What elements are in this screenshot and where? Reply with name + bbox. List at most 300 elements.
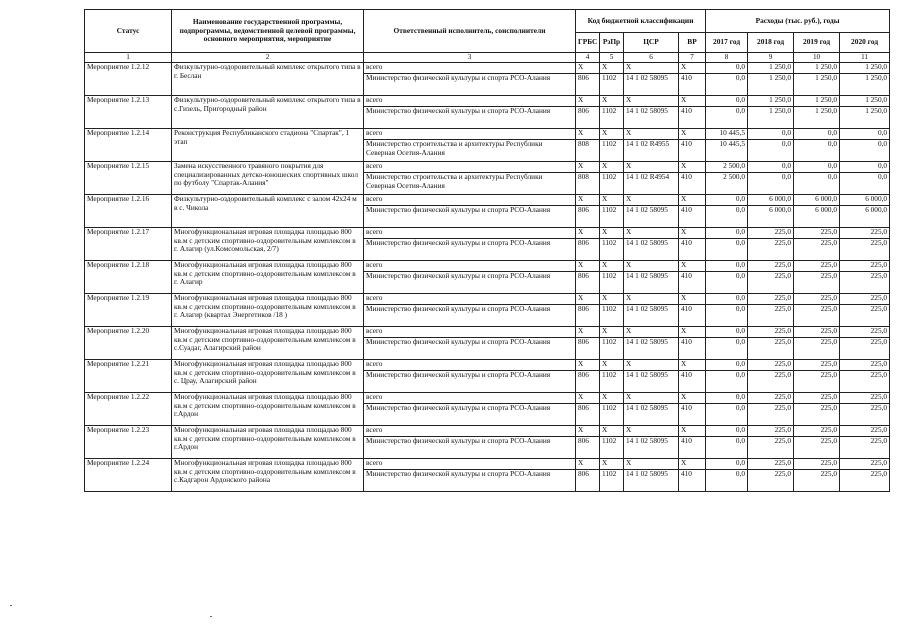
row-csr: 14 1 02 58095 xyxy=(624,371,679,393)
row-executor: Министерство строительства и архитектуры Республики Северная Осетия-Алания xyxy=(364,173,576,195)
row-csr: X xyxy=(624,294,679,305)
row-y2018: 225,0 xyxy=(748,228,794,239)
row-y2020: 1 250,0 xyxy=(840,63,890,74)
row-status: Мероприятие 1.2.17 xyxy=(85,228,172,261)
row-vr: 410 xyxy=(679,239,706,261)
row-y2018: 225,0 xyxy=(748,426,794,437)
row-executor: всего xyxy=(364,327,576,338)
row-vr: X xyxy=(679,294,706,305)
row-rzpr: 1102 xyxy=(600,173,624,195)
row-executor: Министерство физической культуры и спорта РСО-Алания xyxy=(364,206,576,228)
row-y2020: 225,0 xyxy=(840,272,890,294)
row-rzpr: 1102 xyxy=(600,371,624,393)
row-y2017: 0,0 xyxy=(706,426,748,437)
row-y2020: 0,0 xyxy=(840,140,890,162)
row-y2018: 225,0 xyxy=(748,360,794,371)
row-csr: X xyxy=(624,459,679,470)
row-rzpr: X xyxy=(600,327,624,338)
row-rzpr: 1102 xyxy=(600,272,624,294)
column-number: 8 xyxy=(706,53,748,63)
row-csr: X xyxy=(624,327,679,338)
row-vr: 410 xyxy=(679,107,706,129)
row-y2018: 1 250,0 xyxy=(748,63,794,74)
row-y2017: 0,0 xyxy=(706,393,748,404)
row-y2017: 0,0 xyxy=(706,107,748,129)
row-y2019: 1 250,0 xyxy=(794,96,840,107)
row-grbs: 806 xyxy=(576,470,600,492)
row-y2020: 225,0 xyxy=(840,371,890,393)
row-vr: 410 xyxy=(679,338,706,360)
row-program-name: Многофункциональная игровая площадка площадью 800 кв.м с детским спортивно-оздоровительным комплексом в с. Црау, Алагирский район xyxy=(172,360,364,393)
row-csr: X xyxy=(624,195,679,206)
row-y2018: 225,0 xyxy=(748,459,794,470)
row-vr: 410 xyxy=(679,470,706,492)
row-status: Мероприятие 1.2.16 xyxy=(85,195,172,228)
row-executor: Министерство физической культуры и спорта РСО-Алания xyxy=(364,74,576,96)
row-y2018: 6 000,0 xyxy=(748,195,794,206)
row-program-name: Многофункциональная игровая площадка площадью 800 кв.м с детским спортивно-оздоровительным комплексом в г. Алагир (квартал Энергетиков /18 ) xyxy=(172,294,364,327)
row-grbs: X xyxy=(576,426,600,437)
row-rzpr: 1102 xyxy=(600,140,624,162)
row-rzpr: 1102 xyxy=(600,404,624,426)
row-executor: Министерство физической культуры и спорта РСО-Алания xyxy=(364,437,576,459)
row-status: Мероприятие 1.2.18 xyxy=(85,261,172,294)
row-status: Мероприятие 1.2.22 xyxy=(85,393,172,426)
row-y2020: 225,0 xyxy=(840,261,890,272)
row-vr: X xyxy=(679,327,706,338)
row-y2017: 0,0 xyxy=(706,360,748,371)
row-y2017: 0,0 xyxy=(706,272,748,294)
row-csr: 14 1 02 R4955 xyxy=(624,140,679,162)
row-y2020: 225,0 xyxy=(840,228,890,239)
budget-table xyxy=(84,9,890,492)
row-csr: X xyxy=(624,228,679,239)
row-y2017: 0,0 xyxy=(706,228,748,239)
table-row xyxy=(85,294,890,305)
row-y2019: 1 250,0 xyxy=(794,74,840,96)
row-vr: X xyxy=(679,195,706,206)
row-y2017: 0,0 xyxy=(706,239,748,261)
row-y2020: 1 250,0 xyxy=(840,74,890,96)
row-csr: 14 1 02 58095 xyxy=(624,239,679,261)
row-grbs: X xyxy=(576,162,600,173)
row-grbs: X xyxy=(576,228,600,239)
row-status: Мероприятие 1.2.23 xyxy=(85,426,172,459)
row-y2020: 0,0 xyxy=(840,129,890,140)
row-y2019: 225,0 xyxy=(794,228,840,239)
row-executor: Министерство физической культуры и спорта РСО-Алания xyxy=(364,371,576,393)
row-y2018: 1 250,0 xyxy=(748,96,794,107)
column-number: 5 xyxy=(600,53,624,63)
header-2017: 2017 год xyxy=(706,33,748,53)
header-csr: ЦСР xyxy=(624,33,679,53)
row-executor: всего xyxy=(364,426,576,437)
row-vr: X xyxy=(679,63,706,74)
row-y2018: 225,0 xyxy=(748,272,794,294)
row-program-name: Замена искусственного травяного покрытия для специализированных детско-юношеских спортивных школ по футболу "Спартак-Алания" xyxy=(172,162,364,195)
row-rzpr: 1102 xyxy=(600,107,624,129)
row-rzpr: X xyxy=(600,96,624,107)
row-y2019: 225,0 xyxy=(794,360,840,371)
table-row xyxy=(85,327,890,338)
row-y2018: 225,0 xyxy=(748,371,794,393)
row-csr: X xyxy=(624,393,679,404)
row-y2018: 0,0 xyxy=(748,162,794,173)
scan-speck xyxy=(210,616,212,617)
row-vr: X xyxy=(679,360,706,371)
row-y2017: 0,0 xyxy=(706,338,748,360)
row-y2019: 1 250,0 xyxy=(794,63,840,74)
row-y2020: 1 250,0 xyxy=(840,107,890,129)
row-program-name: Физкультурно-оздоровительный комплекс с залом 42х24 м в с. Чикола xyxy=(172,195,364,228)
row-rzpr: X xyxy=(600,129,624,140)
row-csr: X xyxy=(624,162,679,173)
row-y2019: 0,0 xyxy=(794,140,840,162)
row-executor: Министерство физической культуры и спорта РСО-Алания xyxy=(364,338,576,360)
row-y2017: 10 445,5 xyxy=(706,140,748,162)
row-y2019: 225,0 xyxy=(794,338,840,360)
row-csr: X xyxy=(624,129,679,140)
row-program-name: Многофункциональная игровая площадка площадью 800 кв.м с детским спортивно-оздоровительным комплексом в г.Ардон xyxy=(172,426,364,459)
row-y2020: 225,0 xyxy=(840,294,890,305)
row-y2020: 225,0 xyxy=(840,404,890,426)
header-expenses: Расходы (тыс. руб.), годы xyxy=(706,10,890,33)
row-y2017: 2 500,0 xyxy=(706,162,748,173)
row-y2018: 6 000,0 xyxy=(748,206,794,228)
row-rzpr: X xyxy=(600,63,624,74)
row-y2018: 225,0 xyxy=(748,305,794,327)
row-y2019: 225,0 xyxy=(794,404,840,426)
row-status: Мероприятие 1.2.21 xyxy=(85,360,172,393)
column-number: 3 xyxy=(364,53,576,63)
row-rzpr: X xyxy=(600,162,624,173)
row-executor: всего xyxy=(364,261,576,272)
row-grbs: 806 xyxy=(576,74,600,96)
column-number: 1 xyxy=(85,53,172,63)
row-csr: 14 1 02 58095 xyxy=(624,404,679,426)
row-y2020: 6 000,0 xyxy=(840,195,890,206)
row-rzpr: X xyxy=(600,426,624,437)
row-status: Мероприятие 1.2.14 xyxy=(85,129,172,162)
table-row xyxy=(85,162,890,173)
row-grbs: X xyxy=(576,261,600,272)
row-grbs: 808 xyxy=(576,173,600,195)
row-executor: Министерство строительства и архитектуры Республики Северная Осетия-Алания xyxy=(364,140,576,162)
row-y2018: 0,0 xyxy=(748,173,794,195)
row-executor: всего xyxy=(364,459,576,470)
row-y2017: 0,0 xyxy=(706,327,748,338)
row-grbs: X xyxy=(576,129,600,140)
column-number: 7 xyxy=(679,53,706,63)
row-grbs: 806 xyxy=(576,338,600,360)
row-vr: 410 xyxy=(679,404,706,426)
row-vr: X xyxy=(679,459,706,470)
row-rzpr: X xyxy=(600,393,624,404)
row-grbs: X xyxy=(576,96,600,107)
column-number: 6 xyxy=(624,53,679,63)
row-y2020: 225,0 xyxy=(840,393,890,404)
row-vr: X xyxy=(679,228,706,239)
row-y2017: 0,0 xyxy=(706,195,748,206)
row-vr: 410 xyxy=(679,173,706,195)
row-y2020: 225,0 xyxy=(840,305,890,327)
row-y2019: 225,0 xyxy=(794,470,840,492)
table-row xyxy=(85,96,890,107)
header-2019: 2019 год xyxy=(794,33,840,53)
header-budget-code: Код бюджетной классификации xyxy=(576,10,706,33)
table-row xyxy=(85,129,890,140)
row-y2019: 225,0 xyxy=(794,294,840,305)
row-executor: всего xyxy=(364,360,576,371)
row-vr: X xyxy=(679,129,706,140)
row-executor: всего xyxy=(364,96,576,107)
header-status: Статус xyxy=(85,10,172,53)
row-y2017: 10 445,5 xyxy=(706,129,748,140)
row-y2019: 225,0 xyxy=(794,371,840,393)
table-row xyxy=(85,63,890,74)
column-number: 11 xyxy=(840,53,890,63)
row-csr: X xyxy=(624,96,679,107)
row-csr: X xyxy=(624,261,679,272)
row-program-name: Физкультурно-оздоровительный комплекс открытого типа в с.Гизель, Пригородный район xyxy=(172,96,364,129)
column-number: 2 xyxy=(172,53,364,63)
row-executor: Министерство физической культуры и спорта РСО-Алания xyxy=(364,305,576,327)
header-grbs: ГРБС xyxy=(576,33,600,53)
row-y2017: 0,0 xyxy=(706,96,748,107)
row-grbs: 806 xyxy=(576,437,600,459)
row-status: Мероприятие 1.2.15 xyxy=(85,162,172,195)
table-row xyxy=(85,360,890,371)
row-executor: всего xyxy=(364,63,576,74)
row-y2018: 225,0 xyxy=(748,404,794,426)
row-csr: 14 1 02 58095 xyxy=(624,305,679,327)
row-rzpr: X xyxy=(600,261,624,272)
scan-speck xyxy=(10,605,12,606)
row-rzpr: 1102 xyxy=(600,239,624,261)
row-grbs: X xyxy=(576,195,600,206)
row-csr: X xyxy=(624,360,679,371)
row-executor: Министерство физической культуры и спорта РСО-Алания xyxy=(364,404,576,426)
row-y2019: 225,0 xyxy=(794,305,840,327)
row-y2018: 0,0 xyxy=(748,129,794,140)
row-status: Мероприятие 1.2.24 xyxy=(85,459,172,492)
row-grbs: X xyxy=(576,63,600,74)
row-grbs: 808 xyxy=(576,140,600,162)
row-vr: 410 xyxy=(679,437,706,459)
row-csr: 14 1 02 58095 xyxy=(624,437,679,459)
row-y2020: 6 000,0 xyxy=(840,206,890,228)
row-vr: 410 xyxy=(679,305,706,327)
row-y2017: 0,0 xyxy=(706,459,748,470)
row-y2017: 0,0 xyxy=(706,261,748,272)
row-executor: всего xyxy=(364,393,576,404)
row-y2019: 225,0 xyxy=(794,437,840,459)
row-executor: Министерство физической культуры и спорта РСО-Алания xyxy=(364,272,576,294)
row-program-name: Многофункциональная игровая площадка площадью 800 кв.м с детским спортивно-оздоровительным комплексом в г. Алагир (ул.Комсомольская, 2/7) xyxy=(172,228,364,261)
table-row xyxy=(85,426,890,437)
row-status: Мероприятие 1.2.19 xyxy=(85,294,172,327)
row-executor: всего xyxy=(364,228,576,239)
row-vr: 410 xyxy=(679,140,706,162)
table-row xyxy=(85,261,890,272)
row-y2020: 225,0 xyxy=(840,459,890,470)
row-rzpr: 1102 xyxy=(600,305,624,327)
row-rzpr: 1102 xyxy=(600,206,624,228)
row-executor: всего xyxy=(364,294,576,305)
column-number: 10 xyxy=(794,53,840,63)
row-y2019: 225,0 xyxy=(794,459,840,470)
row-grbs: 806 xyxy=(576,305,600,327)
row-y2019: 225,0 xyxy=(794,272,840,294)
row-status: Мероприятие 1.2.20 xyxy=(85,327,172,360)
row-y2018: 225,0 xyxy=(748,261,794,272)
row-grbs: 806 xyxy=(576,206,600,228)
row-y2019: 0,0 xyxy=(794,173,840,195)
table-row xyxy=(85,228,890,239)
row-vr: 410 xyxy=(679,272,706,294)
row-grbs: X xyxy=(576,360,600,371)
row-y2017: 2 500,0 xyxy=(706,173,748,195)
row-executor: Министерство физической культуры и спорта РСО-Алания xyxy=(364,107,576,129)
row-grbs: 806 xyxy=(576,272,600,294)
row-csr: 14 1 02 58095 xyxy=(624,272,679,294)
table-row xyxy=(85,195,890,206)
row-program-name: Многофункциональная игровая площадка площадью 800 кв.м с детским спортивно-оздоровительным комплексом в с.Суадаг, Алагирский район xyxy=(172,327,364,360)
row-rzpr: X xyxy=(600,294,624,305)
row-vr: X xyxy=(679,96,706,107)
row-y2017: 0,0 xyxy=(706,294,748,305)
row-executor: всего xyxy=(364,129,576,140)
row-rzpr: X xyxy=(600,459,624,470)
row-y2018: 225,0 xyxy=(748,437,794,459)
row-vr: X xyxy=(679,162,706,173)
row-y2019: 225,0 xyxy=(794,239,840,261)
row-y2019: 225,0 xyxy=(794,261,840,272)
row-y2020: 0,0 xyxy=(840,162,890,173)
table-body xyxy=(85,63,890,492)
row-y2018: 225,0 xyxy=(748,470,794,492)
row-grbs: 806 xyxy=(576,404,600,426)
row-executor: всего xyxy=(364,195,576,206)
row-program-name: Многофункциональная игровая площадка площадью 800 кв.м с детским спортивно-оздоровительным комплексом в г. Алагир xyxy=(172,261,364,294)
row-status: Мероприятие 1.2.13 xyxy=(85,96,172,129)
row-y2017: 0,0 xyxy=(706,404,748,426)
row-y2020: 1 250,0 xyxy=(840,96,890,107)
row-rzpr: 1102 xyxy=(600,437,624,459)
row-executor: Министерство физической культуры и спорта РСО-Алания xyxy=(364,470,576,492)
row-y2018: 1 250,0 xyxy=(748,107,794,129)
header-vr: ВР xyxy=(679,33,706,53)
row-status: Мероприятие 1.2.12 xyxy=(85,63,172,96)
row-csr: X xyxy=(624,426,679,437)
row-y2020: 225,0 xyxy=(840,338,890,360)
row-y2018: 225,0 xyxy=(748,294,794,305)
row-y2019: 225,0 xyxy=(794,393,840,404)
header-2020: 2020 год xyxy=(840,33,890,53)
row-vr: X xyxy=(679,426,706,437)
row-vr: X xyxy=(679,261,706,272)
row-program-name: Многофункциональная игровая площадка площадью 800 кв.м с детским спортивно-оздоровительным комплексом в г.Ардон xyxy=(172,393,364,426)
row-y2018: 225,0 xyxy=(748,327,794,338)
row-y2017: 0,0 xyxy=(706,305,748,327)
header-rzpr: РзПр xyxy=(600,33,624,53)
row-y2017: 0,0 xyxy=(706,206,748,228)
row-rzpr: X xyxy=(600,360,624,371)
row-y2020: 225,0 xyxy=(840,470,890,492)
row-csr: 14 1 02 58095 xyxy=(624,338,679,360)
row-y2019: 6 000,0 xyxy=(794,206,840,228)
row-y2019: 225,0 xyxy=(794,327,840,338)
row-vr: 410 xyxy=(679,206,706,228)
row-y2019: 1 250,0 xyxy=(794,107,840,129)
row-y2018: 225,0 xyxy=(748,239,794,261)
row-vr: X xyxy=(679,393,706,404)
row-executor: Министерство физической культуры и спорта РСО-Алания xyxy=(364,239,576,261)
row-y2017: 0,0 xyxy=(706,74,748,96)
header-program-name: Наименование государственной программы, подпрограммы, ведомственной целевой программы, основного мероприятия, мероприятие xyxy=(172,10,364,53)
row-csr: 14 1 02 58095 xyxy=(624,74,679,96)
row-y2020: 0,0 xyxy=(840,173,890,195)
column-number-row xyxy=(85,53,890,63)
row-rzpr: 1102 xyxy=(600,470,624,492)
row-csr: 14 1 02 58095 xyxy=(624,206,679,228)
row-executor: всего xyxy=(364,162,576,173)
row-grbs: 806 xyxy=(576,239,600,261)
row-y2019: 0,0 xyxy=(794,129,840,140)
row-program-name: Физкультурно-оздоровительный комплекс открытого типа в г. Беслан xyxy=(172,63,364,96)
row-y2019: 225,0 xyxy=(794,426,840,437)
row-y2017: 0,0 xyxy=(706,470,748,492)
row-y2020: 225,0 xyxy=(840,426,890,437)
row-rzpr: X xyxy=(600,195,624,206)
row-grbs: X xyxy=(576,393,600,404)
row-csr: 14 1 02 R4954 xyxy=(624,173,679,195)
row-csr: 14 1 02 58095 xyxy=(624,470,679,492)
row-program-name: Многофункциональная игровая площадка площадью 800 кв.м с детским спортивно-оздоровительным комплексом в с.Кадгарон Ардонского района xyxy=(172,459,364,492)
row-vr: 410 xyxy=(679,74,706,96)
row-grbs: 806 xyxy=(576,107,600,129)
row-grbs: X xyxy=(576,459,600,470)
row-y2019: 6 000,0 xyxy=(794,195,840,206)
row-y2020: 225,0 xyxy=(840,360,890,371)
row-grbs: X xyxy=(576,327,600,338)
table-row xyxy=(85,393,890,404)
column-number: 9 xyxy=(748,53,794,63)
header-2018: 2018 год xyxy=(748,33,794,53)
row-grbs: 806 xyxy=(576,371,600,393)
row-vr: 410 xyxy=(679,371,706,393)
row-grbs: X xyxy=(576,294,600,305)
row-y2018: 225,0 xyxy=(748,338,794,360)
row-csr: X xyxy=(624,63,679,74)
row-rzpr: 1102 xyxy=(600,338,624,360)
row-y2020: 225,0 xyxy=(840,239,890,261)
row-y2019: 0,0 xyxy=(794,162,840,173)
row-y2017: 0,0 xyxy=(706,63,748,74)
row-y2018: 225,0 xyxy=(748,393,794,404)
row-rzpr: 1102 xyxy=(600,74,624,96)
row-y2020: 225,0 xyxy=(840,327,890,338)
row-y2017: 0,0 xyxy=(706,437,748,459)
table-row xyxy=(85,459,890,470)
row-csr: 14 1 02 58095 xyxy=(624,107,679,129)
row-y2018: 1 250,0 xyxy=(748,74,794,96)
row-program-name: Реконструкция Республиканского стадиона "Спартак", 1 этап xyxy=(172,129,364,162)
header-executor: Ответственный исполнитель, соисполнители xyxy=(364,10,576,53)
row-y2020: 225,0 xyxy=(840,437,890,459)
row-y2017: 0,0 xyxy=(706,371,748,393)
row-rzpr: X xyxy=(600,228,624,239)
